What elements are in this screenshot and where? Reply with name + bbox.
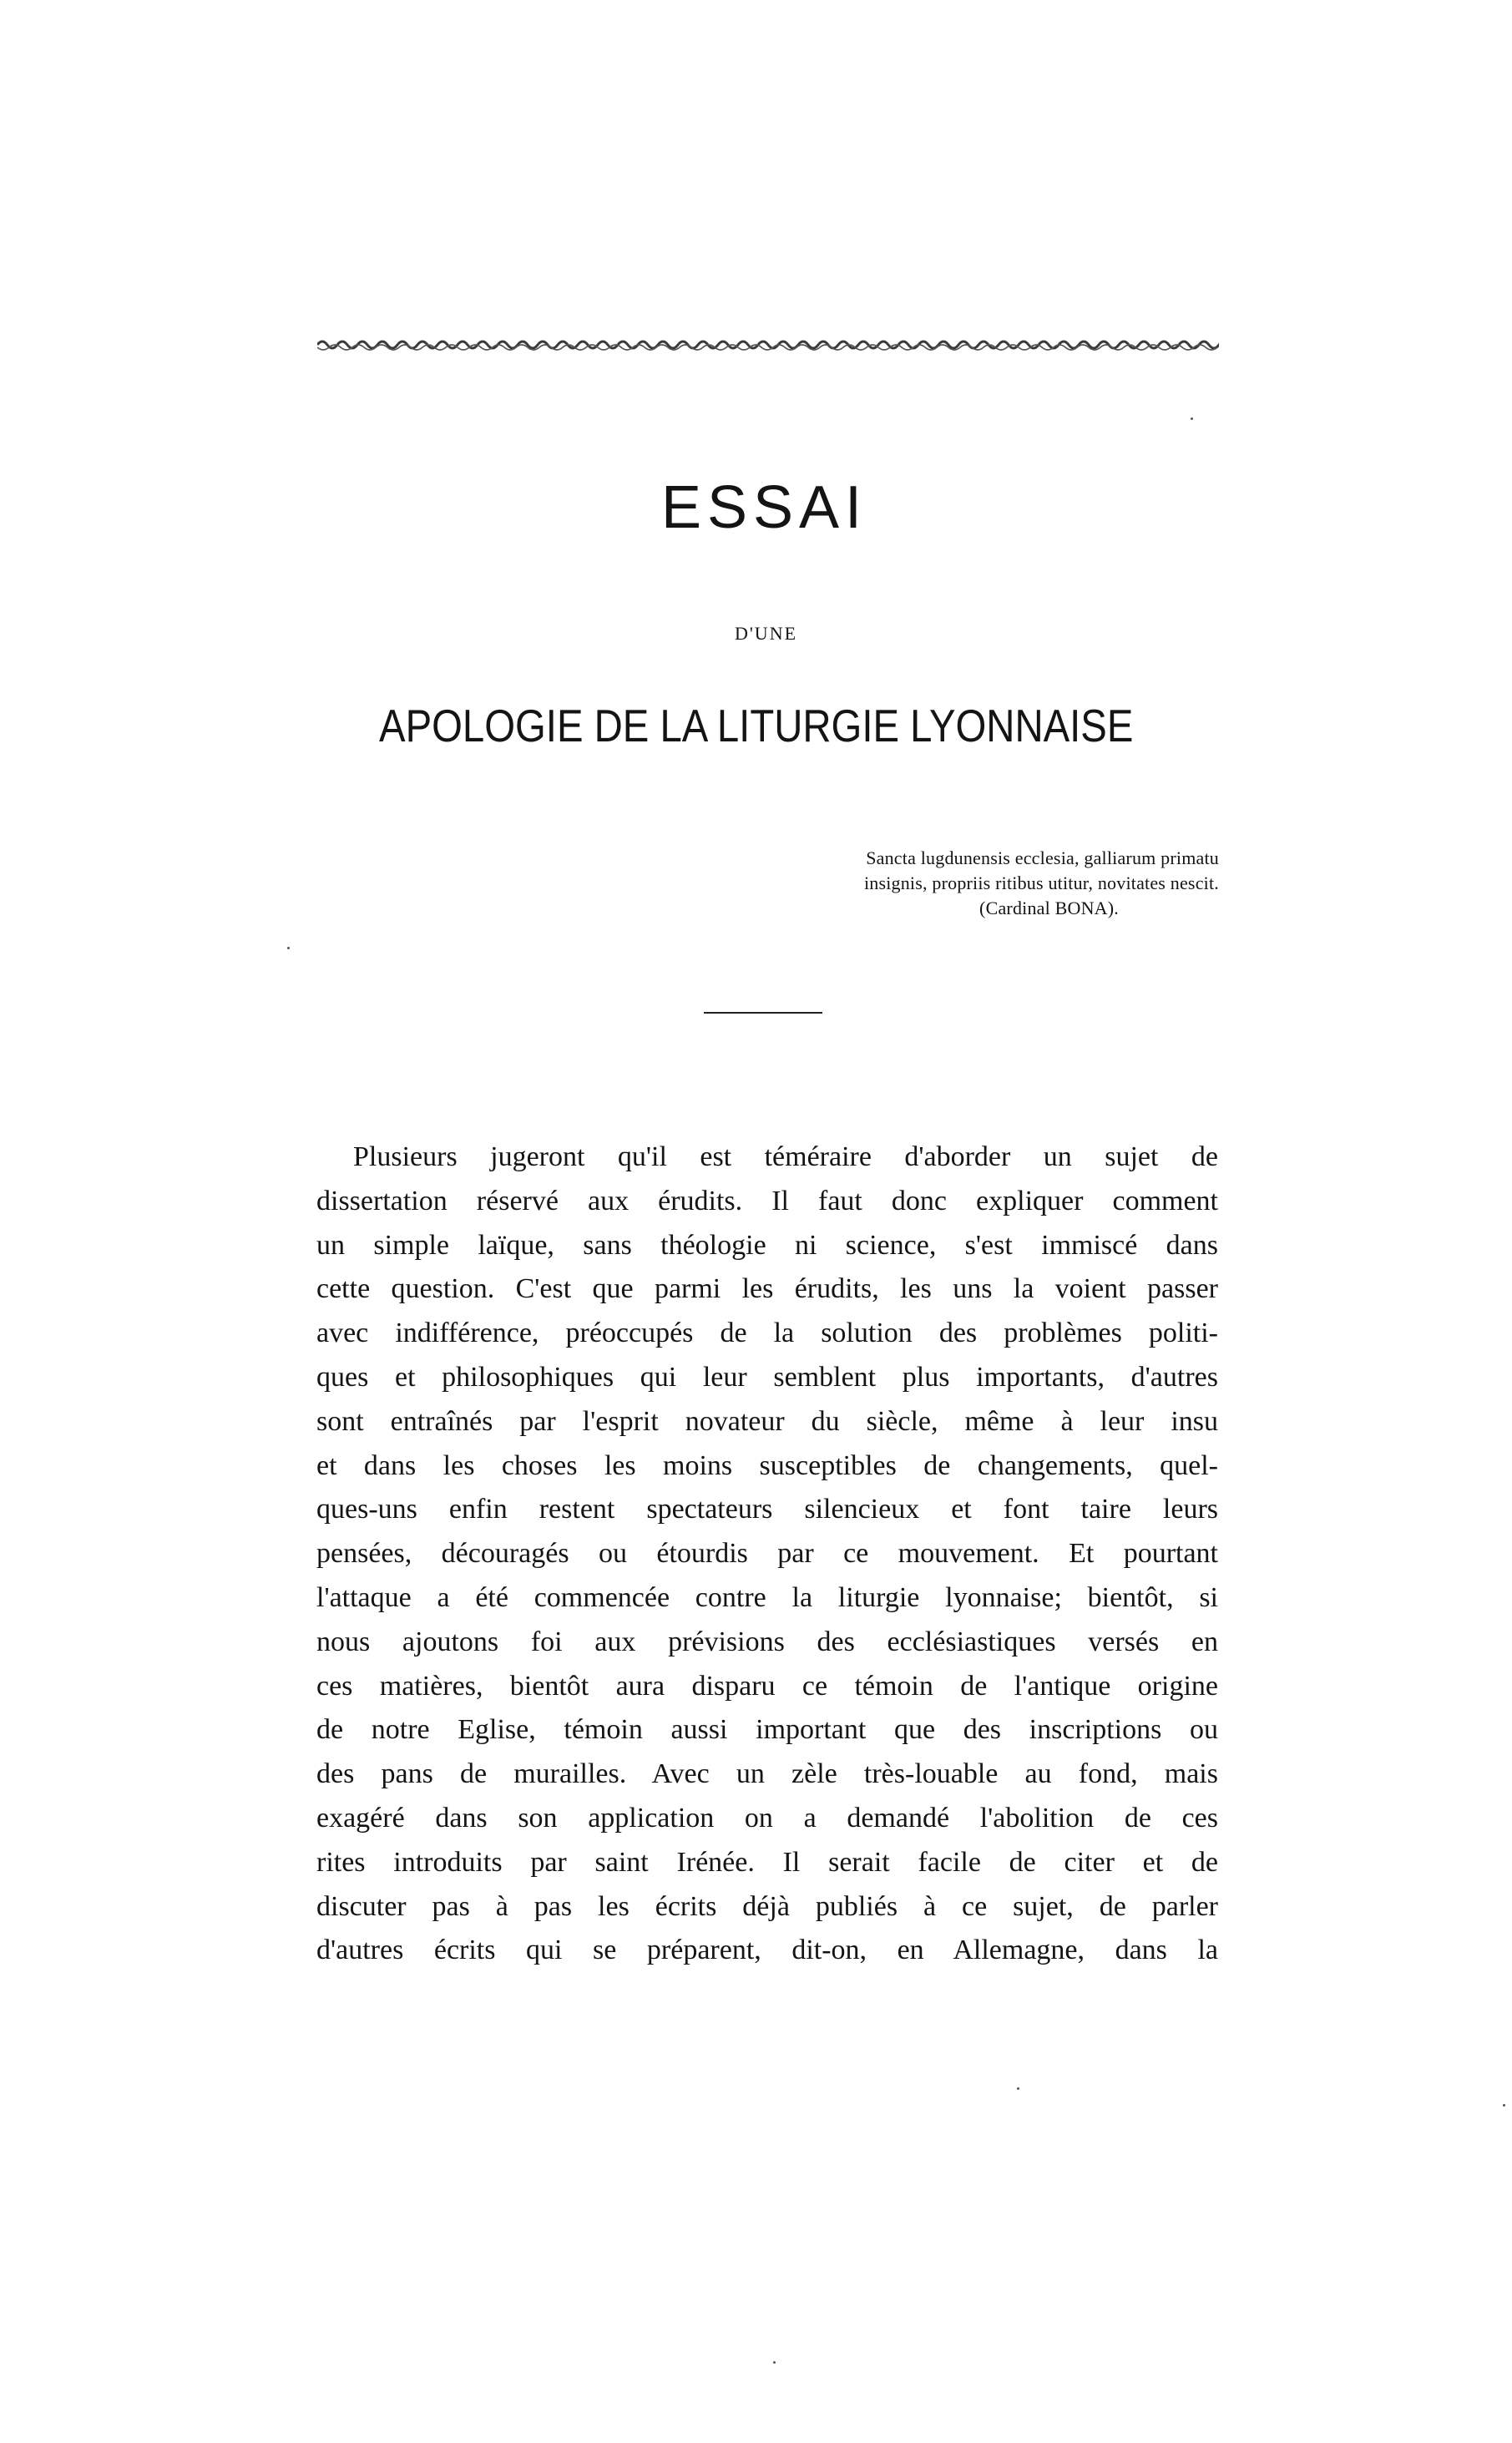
scan-speck: [1191, 417, 1193, 420]
body-line: discuter pas à pas les écrits déjà publiés à ce sujet, de parler: [316, 1890, 1218, 1922]
body-line: dissertation réservé aux érudits. Il faut donc expliquer comment: [316, 1185, 1218, 1216]
page-title: ESSAI: [660, 474, 868, 541]
body-line: avec indifférence, préoccupés de la solution des problèmes politi-: [316, 1318, 1218, 1349]
section-divider: [704, 1012, 822, 1014]
body-paragraph: [316, 1136, 1218, 1973]
body-line: nous ajoutons foi aux prévisions des ecclésiastiques versés en: [316, 1626, 1218, 1657]
body-line: l'attaque a été commencée contre la liturgie lyonnaise; bientôt, si: [316, 1581, 1218, 1613]
scan-speck: [1503, 2104, 1505, 2107]
body-line: ques et philosophiques qui leur semblent plus importants, d'autres: [316, 1361, 1218, 1393]
epigraph-attribution: (Cardinal BONA).: [979, 898, 1119, 918]
body-line: un simple laïque, sans théologie ni science, s'est immiscé dans: [316, 1229, 1218, 1261]
body-line: pensées, découragés ou étourdis par ce mouvement. Et pourtant: [316, 1538, 1218, 1570]
body-line: ques-uns enfin restent spectateurs silencieux et font taire leurs: [316, 1494, 1218, 1525]
body-line: Plusieurs jugeront qu'il est téméraire d'aborder un sujet de: [353, 1141, 1218, 1172]
epigraph-line: insignis, propriis ritibus utitur, novitates nescit.: [863, 872, 1219, 893]
body-line: des pans de murailles. Avec un zèle très-louable au fond, mais: [316, 1758, 1218, 1790]
page-subtitle: APOLOGIE DE LA LITURGIE LYONNAISE: [379, 700, 1134, 751]
title-connector: D'UNE: [734, 623, 798, 644]
epigraph: [726, 846, 1219, 921]
scan-speck: [287, 947, 290, 949]
scan-speck: [1017, 2087, 1019, 2090]
decorative-rule-ornament: [317, 332, 1219, 357]
body-line: d'autres écrits qui se préparent, dit-on, en Allemagne, dans la: [316, 1935, 1218, 1966]
body-line: ces matières, bientôt aura disparu ce témoin de l'antique origine: [316, 1670, 1218, 1702]
body-line: de notre Eglise, témoin aussi important que des inscriptions ou: [316, 1714, 1218, 1746]
body-line: sont entraînés par l'esprit novateur du siècle, même à leur insu: [316, 1405, 1218, 1437]
body-line: rites introduits par saint Irénée. Il serait facile de citer et de: [316, 1846, 1218, 1878]
body-line: exagéré dans son application on a demandé l'abolition de ces: [316, 1802, 1218, 1834]
body-line: et dans les choses les moins susceptibles de changements, quel-: [316, 1449, 1218, 1481]
scan-speck: [773, 2361, 776, 2364]
epigraph-line: Sancta lugdunensis ecclesia, galliarum primatu: [866, 847, 1219, 868]
body-line: cette question. C'est que parmi les érudits, les uns la voient passer: [316, 1273, 1218, 1305]
